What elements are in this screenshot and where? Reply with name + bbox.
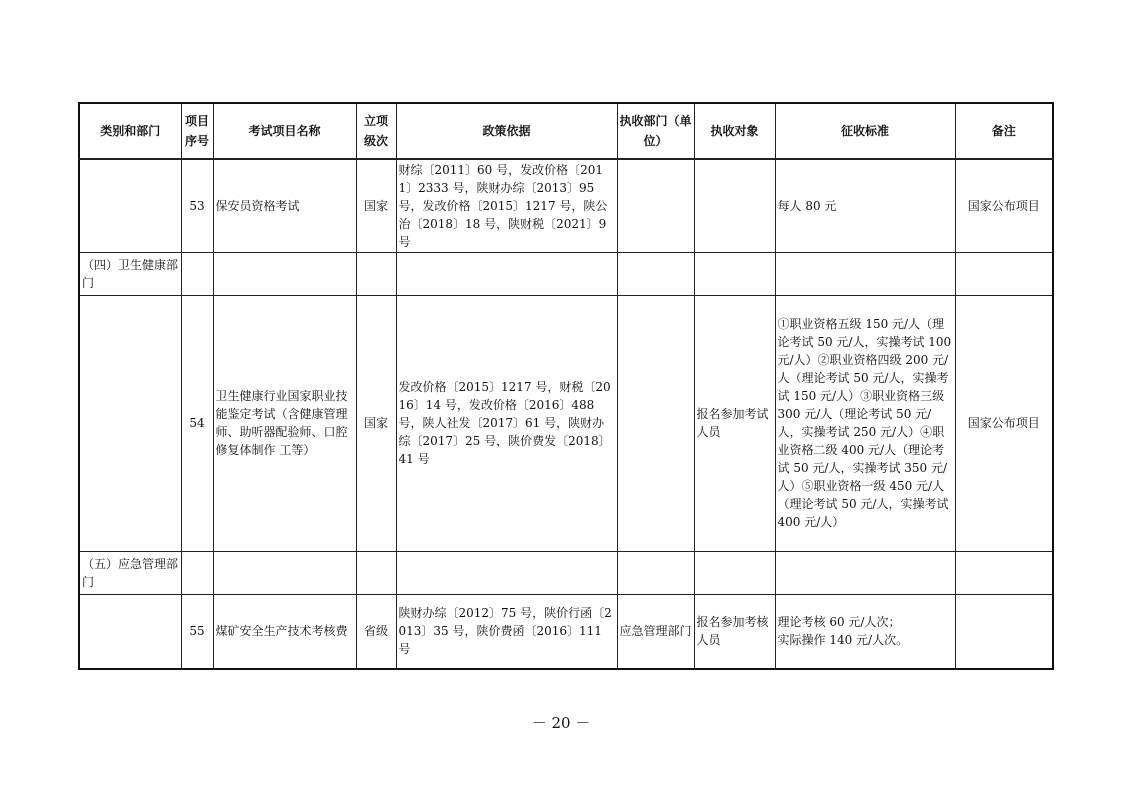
- cell-note: 国家公布项目: [955, 295, 1053, 551]
- cell-seq: 53: [181, 159, 213, 252]
- cell-target: [694, 159, 775, 252]
- table-row: [79, 594, 1053, 669]
- header-seq: 项目序号: [181, 103, 213, 159]
- fee-table: [78, 102, 1054, 670]
- cell-target: 报名参加考试人员: [694, 295, 775, 551]
- cell-category: [79, 159, 181, 252]
- cell-target: 报名参加考核人员: [694, 594, 775, 669]
- cell-seq: 54: [181, 295, 213, 551]
- category-row: [79, 551, 1053, 594]
- cell-name: 保安员资格考试: [213, 159, 356, 252]
- cell-seq: 55: [181, 594, 213, 669]
- header-category: 类别和部门: [79, 103, 181, 159]
- table-row: [79, 295, 1053, 551]
- header-row: [79, 103, 1053, 159]
- category-label: （四）卫生健康部门: [79, 252, 181, 295]
- standard-line: 实际操作 140 元/人次。: [777, 633, 909, 648]
- page-number: － 20 －: [531, 714, 591, 732]
- header-level: 立项级次: [356, 103, 396, 159]
- cell-policy: 发改价格〔2015〕1217 号，财税〔2016〕14 号，发改价格〔2016〕488 号，陕人社发〔2017〕61 号，陕财办综〔2017〕25 号，陕价费发〔2018〕41 号: [396, 295, 617, 551]
- cell-policy: 财综〔2011〕60 号，发改价格〔2011〕2333 号，陕财办综〔2013〕95 号，发改价格〔2015〕1217 号，陕公治〔2018〕18 号，陕财税〔2021〕9 号: [396, 159, 617, 252]
- header-dept: 执收部门（单位）: [617, 103, 694, 159]
- cell-category: [79, 594, 181, 669]
- table-row: [79, 159, 1053, 252]
- header-policy: 政策依据: [396, 103, 617, 159]
- category-row: [79, 252, 1053, 295]
- cell-level: 省级: [356, 594, 396, 669]
- cell-category: [79, 295, 181, 551]
- cell-dept: 应急管理部门: [617, 594, 694, 669]
- category-label: （五）应急管理部门: [79, 551, 181, 594]
- cell-standard: [775, 594, 955, 669]
- header-name: 考试项目名称: [213, 103, 356, 159]
- cell-policy: 陕财办综〔2012〕75 号，陕价行函〔2013〕35 号，陕价费函〔2016〕111 号: [396, 594, 617, 669]
- cell-standard: ①职业资格五级 150 元/人（理论考试 50 元/人，实操考试 100 元/人）②职业资格四级 200 元/人（理论考试 50 元/人，实操考试 150 元/人）③职业资格三级 300 元/人（理论考试 50 元/人，实操考试 250 元/人）④职业资格二级 400 元/人（理论考试 50 元/人，实操考试 350 元/人）⑤职业资格一级 450 元/人（理论考试 50 元/人，实操考试 400 元/人）: [775, 295, 955, 551]
- cell-note: [955, 594, 1053, 669]
- cell-name: 煤矿安全生产技术考核费: [213, 594, 356, 669]
- header-target: 执收对象: [694, 103, 775, 159]
- header-note: 备注: [955, 103, 1053, 159]
- cell-name: 卫生健康行业国家职业技能鉴定考试（含健康管理师、助听器配验师、口腔修复体制作 工等）: [213, 295, 356, 551]
- cell-dept: [617, 159, 694, 252]
- header-standard: 征收标准: [775, 103, 955, 159]
- standard-line: 理论考核 60 元/人次；: [777, 615, 901, 630]
- cell-note: 国家公布项目: [955, 159, 1053, 252]
- cell-level: 国家: [356, 159, 396, 252]
- cell-level: 国家: [356, 295, 396, 551]
- cell-dept: [617, 295, 694, 551]
- cell-standard: 每人 80 元: [775, 159, 955, 252]
